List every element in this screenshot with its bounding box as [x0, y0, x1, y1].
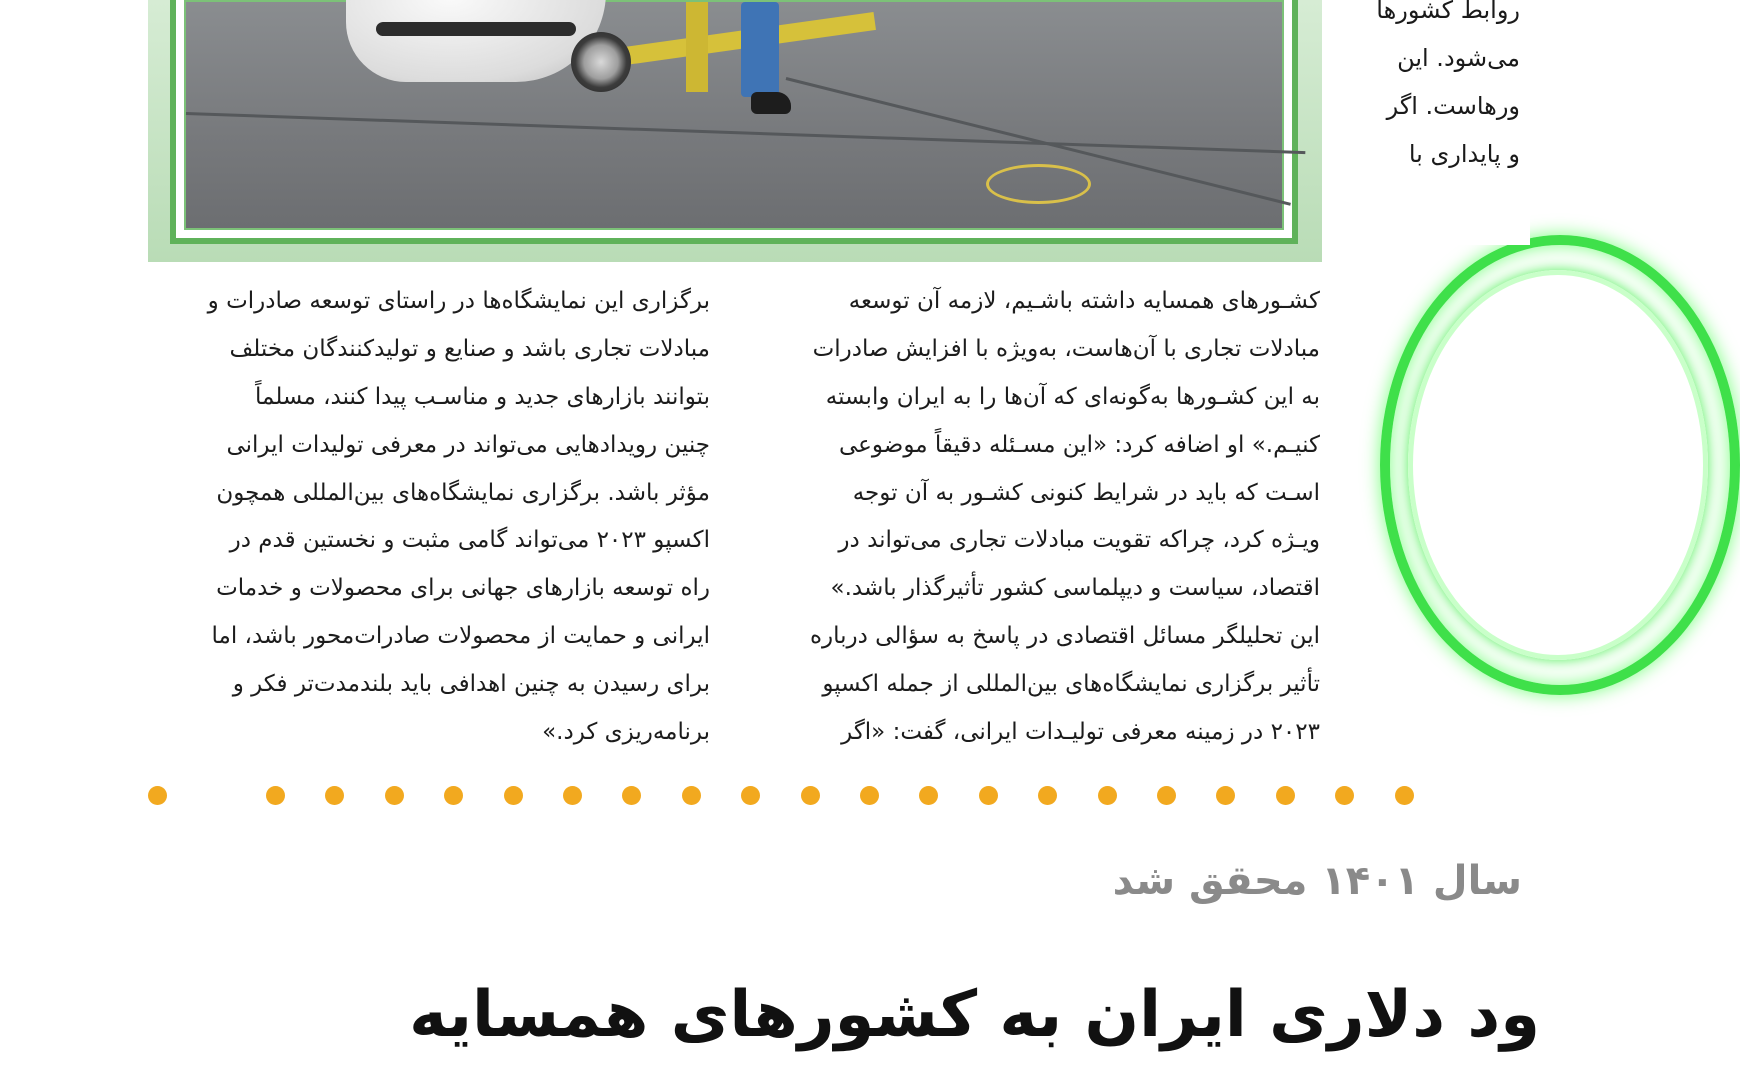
- separator-dot: [1276, 786, 1295, 805]
- lift-post: [686, 2, 708, 92]
- separator-dot: [563, 786, 582, 805]
- article-line: کشـورهای همسایه داشته باشـیم، لازمه آن توسعه: [848, 288, 1320, 314]
- floor-line: [186, 112, 1305, 154]
- car-factory-photo: [184, 0, 1284, 230]
- separator-dot: [860, 786, 879, 805]
- article-column-left: [148, 278, 710, 757]
- neon-ring-decoration: [1380, 215, 1580, 715]
- article-line: برای رسیدن به چنین اهدافی باید بلندمدت‌تر فکر و: [232, 671, 710, 698]
- headline-text: ود دلاری ایران به کشورهای همسایه: [409, 978, 1540, 1052]
- article-line: برگزاری این نمایشگاه‌ها در راستای توسعه صادرات و: [207, 288, 710, 314]
- worker-leg: [741, 2, 779, 97]
- separator-dot: [1038, 786, 1057, 805]
- headline-kicker: [1112, 858, 1522, 904]
- separator-dot: [325, 786, 344, 805]
- article-line: این تحلیلگر مسائل اقتصادی در پاسخ به سؤالی درباره: [809, 623, 1320, 650]
- car-grille: [376, 22, 576, 36]
- article-line: اکسپو ۲۰۲۳ می‌تواند گامی مثبت و نخستین قدم در: [229, 527, 710, 554]
- side-line: و پایداری با: [1408, 140, 1520, 168]
- article-line: چنین رویدادهایی می‌تواند در معرفی تولیدات ایرانی: [226, 431, 710, 458]
- separator-dot: [979, 786, 998, 805]
- article-line: ایرانی و حمایت از محصولات صادرات‌محور باشد، اما: [211, 623, 710, 650]
- separator-dot: [444, 786, 463, 805]
- article-line: برنامه‌ریزی کرد.»: [542, 719, 710, 746]
- photo-frame: [148, 0, 1322, 262]
- separator-dot: [801, 786, 820, 805]
- car-body: [346, 0, 606, 82]
- article-line: ویـژه کرد، چراکه تقویت مبادلات تجاری می‌تواند در: [838, 527, 1320, 554]
- separator-dot: [1395, 786, 1414, 805]
- article-line: مبادلات تجاری با آن‌هاست، به‌ویژه با افزایش صادرات: [812, 335, 1320, 362]
- separator-dot: [1335, 786, 1354, 805]
- brake-disc: [571, 32, 631, 92]
- kicker-text: سال ۱۴۰۱ محقق شد: [1112, 858, 1522, 904]
- article-line: اقتصاد، سیاست و دیپلماسی کشور تأثیرگذار باشد.»: [830, 575, 1320, 602]
- separator-dot: [741, 786, 760, 805]
- photo-border: [170, 0, 1298, 244]
- separator-dot: [385, 786, 404, 805]
- article-line: ۲۰۲۳ در زمینه معرفی تولیـدات ایرانی، گفت: «اگر: [841, 719, 1320, 746]
- article-line: اسـت که باید در شرایط کنونی کشـور به آن توجه: [852, 479, 1320, 506]
- side-line: روابط کشورها: [1376, 0, 1520, 24]
- separator-dot: [266, 786, 285, 805]
- floor-marking: [986, 164, 1091, 204]
- article-line: بتوانند بازارهای جدید و مناسـب پیدا کنند، مسلماً: [255, 383, 710, 410]
- article-line: کنیـم.» او اضافه کرد: «این مسـئله دقیقاً موضوعی: [839, 431, 1320, 458]
- headline: [409, 960, 1540, 1052]
- separator-dot: [504, 786, 523, 805]
- separator-dot: [682, 786, 701, 805]
- separator-dot: [1098, 786, 1117, 805]
- separator-dot: [1157, 786, 1176, 805]
- neon-ring-inner: [1408, 270, 1708, 660]
- article-line: مبادلات تجاری باشد و صنایع و تولیدکنندگان مختلف: [229, 335, 710, 362]
- side-line: ورهاست. اگر: [1386, 92, 1520, 120]
- side-column-text: [1358, 0, 1520, 186]
- article-line: به این کشـورها به‌گونه‌ای که آن‌ها را به ایران وابسته: [825, 383, 1320, 410]
- separator-dot: [622, 786, 641, 805]
- article-line: راه توسعه بازارهای جهانی برای محصولات و خدمات: [216, 575, 710, 602]
- separator-dot: [1216, 786, 1235, 805]
- dotted-separator: [148, 786, 1500, 808]
- side-line: می‌شود. این: [1397, 44, 1520, 72]
- article-line: مؤثر باشد. برگزاری نمایشگاه‌های بین‌المللی همچون: [216, 479, 710, 506]
- separator-dot: [148, 786, 167, 805]
- article-column-right: [758, 278, 1320, 757]
- article-line: تأثیر برگزاری نمایشگاه‌های بین‌المللی از جمله اکسپو: [822, 671, 1320, 698]
- separator-dot: [919, 786, 938, 805]
- worker-shoe: [751, 92, 791, 114]
